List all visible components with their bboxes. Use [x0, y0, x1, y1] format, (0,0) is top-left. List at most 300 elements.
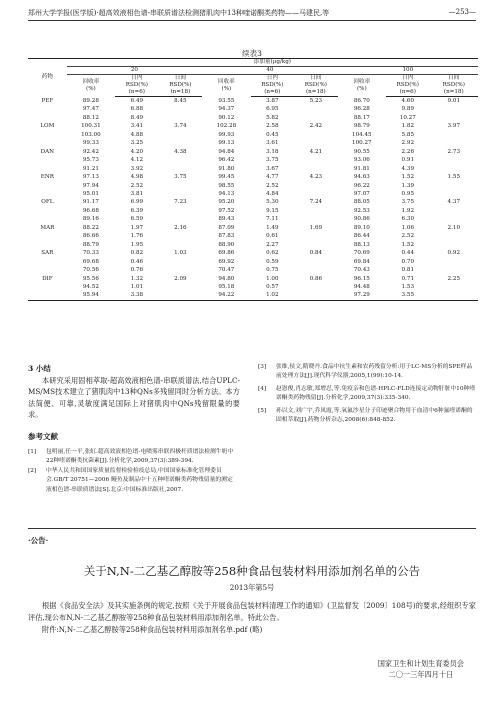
- drug-column-header: 药物: [28, 59, 67, 97]
- table-row: [28, 266, 478, 274]
- table-cell: 103.00: [81, 131, 101, 138]
- table-row: [28, 182, 478, 190]
- table-row: [28, 283, 478, 291]
- drug-name-cell: [28, 114, 67, 122]
- table-cell: 2.25: [447, 275, 461, 282]
- table-cell: 91.81: [353, 165, 370, 172]
- drug-name-cell: [28, 139, 67, 147]
- table-cell: 94.37: [218, 106, 235, 113]
- table-row: [28, 148, 478, 156]
- table-cell: 1.97: [130, 224, 144, 231]
- table-cell: 95.56: [82, 275, 99, 282]
- table-row: [28, 291, 478, 300]
- table-cell: 94.13: [218, 190, 235, 197]
- table-row: [28, 114, 478, 122]
- table-cell: 0.84: [309, 250, 323, 257]
- drug-name-cell: [28, 283, 67, 291]
- table-cell: 10.27: [399, 114, 416, 121]
- table-row: [28, 258, 478, 266]
- table-cell: 69.68: [82, 258, 99, 265]
- table-row: [28, 207, 478, 215]
- inter-day-rsd-header-line: 日间: [174, 75, 186, 81]
- drug-name-cell: [28, 190, 67, 198]
- notice-title: 关于N,N-二乙基乙醇胺等258种食品包装材料用添加剂名单的公告: [83, 564, 421, 578]
- inter-day-rsd-header-n: (n=18): [159, 89, 203, 97]
- table-cell: 100.31: [81, 123, 101, 130]
- recovery-column-header-line: (%): [221, 85, 232, 92]
- table-cell: [430, 207, 478, 215]
- drug-name-cell: [28, 266, 67, 274]
- table-cell: 9.01: [447, 98, 461, 104]
- drug-name-cell: [28, 232, 67, 240]
- level-header: 100: [338, 67, 478, 75]
- table-cell: 97.94: [82, 182, 99, 189]
- inter-day-rsd-header-line: RSD(%): [304, 82, 327, 88]
- table-row: [28, 215, 478, 223]
- table-cell: [294, 182, 338, 190]
- table-cell: 1.52: [401, 174, 415, 181]
- table-cell: [294, 283, 338, 291]
- table-cell: 5.23: [309, 98, 323, 104]
- notice-issue: 2013年第5号: [229, 583, 275, 592]
- running-header-title: 郑州大学学报(医学版)·超高效液相色谱-串联质谱法检测猪肌肉中13种喹诺酮类药物——马建民,等: [28, 9, 330, 17]
- table-cell: 91.17: [82, 199, 99, 206]
- table-cell: 96.68: [82, 207, 99, 214]
- reference-text: 张维,侯文,隋晓丹.食品中抗生素和农药残留分析:用于LC-MS分析的SPE样品前处理方法[J].现代科学仪器,2005,1(99):10-14.: [276, 364, 473, 380]
- table-cell: 1.32: [130, 275, 144, 282]
- table-cell: 88.22: [82, 224, 99, 231]
- table-cell: 0.62: [266, 250, 279, 257]
- reference-number: [3]: [258, 364, 267, 370]
- intra-day-rsd-header-line: 日内: [266, 75, 278, 81]
- table-cell: 92.42: [82, 148, 99, 155]
- table-cell: 3.87: [266, 98, 279, 104]
- table-cell: [294, 232, 338, 240]
- intra-day-rsd-header: [386, 75, 430, 90]
- table-cell: 89.28: [82, 97, 99, 104]
- drug-name-cell: OFL: [41, 199, 54, 206]
- table-cell: 1.52: [401, 241, 415, 248]
- table-cell: 97.47: [82, 106, 99, 113]
- table-cell: 6.49: [130, 98, 144, 104]
- table-cell: [159, 131, 203, 139]
- table-cell: 3.97: [447, 123, 461, 130]
- table-cell: 88.90: [218, 241, 235, 248]
- intra-day-rsd-header-n: (n=6): [386, 89, 430, 97]
- table-cell: 96.22: [353, 182, 370, 189]
- table-cell: 88.05: [353, 199, 370, 206]
- inter-day-rsd-header-line: 日间: [448, 75, 460, 81]
- table-row: [28, 232, 478, 240]
- drug-name-cell: MAR: [40, 224, 55, 231]
- table-row: [28, 241, 478, 249]
- table-cell: 70.43: [353, 267, 370, 274]
- reference-number: [2]: [28, 467, 37, 474]
- reference-text: 中华人民共和国国家质量监督检验检疫总局,中国国家标准化管理委员会.GB/T 20751—2006 鳗鱼及制品中十五种喹诺酮类药物残留量的测定 液相色谱-串联质谱法[S].北京:中国标准出版社,2007.: [46, 467, 233, 493]
- table-cell: 8.49: [130, 114, 144, 121]
- page-number: —253—: [448, 8, 476, 16]
- notice-paragraph: 根据《食品安全法》及其实施条例的规定,按照《关于开展食品包装材料清理工作的通知》(卫监督发〔2009〕108号)的要求,经组织专家评估,现公布N,N-二乙基乙醇胺等258种食品包装材料用添加剂名单。特此公告。: [28, 601, 476, 622]
- table-cell: 2.58: [266, 123, 279, 130]
- table-cell: 86.66: [82, 233, 99, 240]
- table-cell: 4.38: [174, 148, 187, 155]
- table-cell: 70.33: [82, 250, 99, 257]
- table-cell: 6.59: [130, 216, 144, 223]
- intra-day-rsd-header-line: RSD(%): [125, 82, 148, 88]
- table-cell: [430, 241, 478, 249]
- table-cell: [430, 291, 478, 300]
- table-cell: 0.76: [130, 267, 144, 274]
- notice-signer: 国家卫生和计划生育委员会: [377, 659, 464, 668]
- table-cell: 1.92: [401, 207, 415, 214]
- table-cell: 104.45: [352, 131, 372, 138]
- table-cell: 4.23: [309, 174, 323, 181]
- table-cell: [159, 232, 203, 240]
- reference-number: [4]: [258, 385, 267, 392]
- table-cell: 92.53: [353, 207, 370, 214]
- table-cell: 9.15: [266, 207, 279, 214]
- table-cell: 87.09: [218, 224, 235, 231]
- drug-name-cell: [28, 241, 67, 249]
- table-row: [28, 122, 478, 130]
- inter-day-rsd-header-n: (n=18): [294, 89, 338, 97]
- table-cell: [159, 291, 203, 300]
- table-cell: 3.75: [174, 174, 187, 181]
- table-cell: 3.75: [401, 199, 415, 206]
- table-cell: 94.84: [218, 148, 235, 155]
- table-row: [28, 105, 478, 113]
- recovery-column-header-line: 回收率: [353, 78, 371, 85]
- table-cell: 102.28: [216, 123, 237, 130]
- notice-date: 二〇一三年四月十日: [388, 670, 454, 679]
- section-paragraph: 本研究采用固相萃取-超高效液相色谱-串联质谱法,结合UPLC-MS/MS技术建立了猪肌肉中13种QNs多残留同时分析方法。本方法简便、可靠,灵敏度满足国际上对猪肌肉中QNs残留限量的要求。: [28, 375, 240, 419]
- table-cell: 0.44: [401, 250, 415, 257]
- table-cell: [430, 165, 478, 173]
- table-caption: 续表3: [242, 49, 262, 58]
- table-cell: [430, 232, 478, 240]
- table-cell: [430, 131, 478, 139]
- drug-name-cell: [28, 165, 67, 173]
- table-cell: [159, 241, 203, 249]
- recovery-column-header: [202, 75, 250, 97]
- table-cell: [430, 105, 478, 113]
- table-cell: 0.57: [266, 283, 279, 290]
- spike-level-header: 添加量(μg/kg): [67, 59, 478, 67]
- inter-day-rsd-header: [159, 75, 203, 90]
- table-row: [28, 190, 478, 198]
- table-cell: [430, 139, 478, 147]
- intra-day-rsd-header-line: RSD(%): [396, 82, 419, 88]
- table-cell: 0.95: [401, 190, 415, 197]
- recovery-column-header-line: (%): [86, 85, 96, 92]
- table-cell: 1.01: [130, 283, 144, 290]
- table-cell: 9.89: [401, 106, 415, 113]
- level-header: 20: [67, 67, 202, 75]
- table-cell: [294, 215, 338, 223]
- reference-number: [1]: [28, 449, 37, 455]
- drug-name-cell: SAR: [41, 250, 54, 257]
- table-cell: 2.52: [401, 233, 415, 240]
- table-row: [28, 156, 478, 164]
- table-cell: [159, 156, 203, 164]
- table-cell: [159, 283, 203, 291]
- table-cell: 95.18: [218, 283, 235, 290]
- table-cell: 1.76: [130, 233, 144, 240]
- data-table: [28, 58, 478, 301]
- table-cell: [294, 258, 338, 266]
- table-cell: [294, 139, 338, 147]
- table-cell: [430, 190, 478, 198]
- table-cell: 4.20: [130, 148, 144, 155]
- references-list-left: [28, 448, 240, 495]
- table-cell: 3.81: [130, 190, 144, 197]
- table-cell: 88.17: [353, 114, 370, 121]
- table-cell: 1.02: [251, 291, 295, 300]
- table-cell: 4.37: [447, 199, 461, 206]
- level-header: 40: [202, 67, 337, 75]
- table-cell: 100.27: [352, 140, 372, 147]
- table-cell: 91.21: [82, 165, 99, 172]
- intra-day-rsd-header: [115, 75, 159, 90]
- table-cell: 3.41: [130, 123, 144, 130]
- table-cell: 6.99: [130, 199, 144, 206]
- table-cell: [159, 165, 203, 173]
- table-cell: 0.86: [309, 275, 323, 282]
- table-cell: 89.10: [353, 224, 370, 231]
- inter-day-rsd-header-line: 日间: [310, 75, 322, 81]
- table-cell: 0.71: [401, 275, 415, 282]
- table-cell: 69.92: [218, 258, 235, 265]
- table-cell: 6.30: [401, 216, 415, 223]
- table-cell: 6.88: [130, 106, 144, 113]
- notice-body: [28, 600, 476, 636]
- table-cell: [159, 182, 203, 190]
- table-cell: 7.11: [266, 216, 279, 223]
- intra-day-rsd-header-line: RSD(%): [261, 82, 284, 88]
- table-cell: 4.88: [130, 131, 144, 138]
- table-cell: 2.52: [266, 182, 279, 189]
- table-cell: 86.70: [353, 97, 370, 104]
- drug-name-cell: [28, 215, 67, 223]
- table-cell: 2.26: [401, 148, 415, 155]
- recovery-column-header: [338, 75, 386, 97]
- inter-day-rsd-header-line: RSD(%): [169, 82, 192, 88]
- intra-day-rsd-header-n: (n=6): [251, 89, 295, 97]
- reference-text: 赵恩俊,肖志敏,郑增忍,等.免疫亲和色谱-HPLC-FLD连接定动物肝脏中10种喹诺酮类药物残留[J].分析化学,2009,37(3):335-340.: [276, 385, 476, 402]
- inter-day-rsd-header-n: (n=18): [430, 89, 478, 97]
- table-cell: 94.52: [82, 283, 99, 290]
- table-cell: 69.86: [218, 250, 235, 257]
- drug-name-cell: DIF: [42, 275, 53, 282]
- table-cell: 97.29: [338, 291, 386, 300]
- table-cell: [430, 266, 478, 274]
- table-cell: 95.01: [82, 190, 99, 197]
- table-cell: 3.75: [266, 157, 279, 164]
- table-cell: [159, 105, 203, 113]
- table-cell: 1.82: [401, 123, 415, 130]
- inter-day-rsd-header: [430, 75, 478, 90]
- table-cell: 99.93: [218, 131, 235, 138]
- table-cell: [294, 131, 338, 139]
- table-cell: 86.44: [353, 233, 370, 240]
- table-row: [28, 249, 478, 257]
- recovery-column-header-line: (%): [356, 85, 367, 92]
- table-cell: 4.98: [130, 174, 144, 181]
- table-cell: 7.23: [174, 199, 187, 206]
- drug-name-cell: [28, 291, 67, 300]
- table-cell: 0.92: [447, 250, 461, 257]
- running-header: [28, 8, 476, 18]
- table-cell: 4.84: [266, 190, 279, 197]
- table-cell: [294, 165, 338, 173]
- table-row: [28, 139, 478, 147]
- table-cell: [159, 215, 203, 223]
- table-cell: 89.43: [218, 216, 235, 223]
- reference-item: [258, 363, 478, 382]
- table-cell: 4.21: [309, 148, 323, 155]
- table-cell: 93.55: [218, 97, 235, 104]
- table-cell: 88.79: [82, 241, 99, 248]
- table-cell: 97.52: [218, 207, 235, 214]
- table-cell: 3.18: [266, 148, 279, 155]
- table-cell: 3.74: [174, 123, 187, 130]
- table-cell: 95.20: [218, 199, 235, 206]
- table-cell: 70.47: [218, 267, 235, 274]
- drug-name-cell: [28, 182, 67, 190]
- table-cell: 90.86: [353, 216, 370, 223]
- table-cell: [430, 182, 478, 190]
- table-row: [28, 198, 478, 206]
- table-cell: 0.45: [266, 131, 279, 138]
- table-cell: 1.03: [174, 250, 187, 257]
- table-cell: [430, 258, 478, 266]
- table-cell: 96.42: [218, 157, 235, 164]
- reference-item: [258, 407, 478, 426]
- table-cell: 98.55: [218, 182, 235, 189]
- table-cell: 1.00: [266, 275, 279, 282]
- table-row: [28, 275, 478, 283]
- announcement-label: ·公告·: [28, 536, 49, 545]
- table-cell: 0.81: [401, 267, 415, 274]
- table-cell: 5.85: [401, 131, 415, 138]
- drug-name-cell: [28, 131, 67, 139]
- table-cell: 2.27: [266, 241, 279, 248]
- table-cell: 0.82: [130, 250, 144, 257]
- table-cell: 90.12: [218, 114, 235, 121]
- table-cell: 5.30: [266, 199, 279, 206]
- reference-text: 孙以文,刘广宇,乔凤霞,等.氧氟沙星分子印迹聚合物用于血清中6种氟喹诺酮的固相萃取[J].药物分析杂志,2008(6):848-852.: [276, 407, 473, 424]
- inter-day-rsd-header-line: RSD(%): [442, 82, 465, 88]
- table-row: [28, 165, 478, 173]
- section-divider: [28, 528, 476, 529]
- table-cell: 95.94: [67, 291, 115, 300]
- intra-day-rsd-header-n: (n=6): [115, 89, 159, 97]
- table-cell: 5.82: [266, 114, 279, 121]
- table-cell: 94.63: [353, 174, 370, 181]
- drug-name-cell: ENR: [40, 174, 54, 181]
- table-row: [28, 173, 478, 181]
- table-cell: 0.59: [266, 258, 279, 265]
- intra-day-rsd-header-line: 日内: [402, 75, 414, 81]
- intra-day-rsd-header-line: 日内: [131, 75, 143, 81]
- table-cell: 0.61: [266, 233, 279, 240]
- table-cell: 0.70: [401, 258, 415, 265]
- table-cell: 3.61: [266, 140, 279, 147]
- table-cell: 7.24: [309, 199, 323, 206]
- reference-text: 包明丽,任一平,张虹.超高效液相色谱-电喷雾串联四极杆质谱法检测牛奶中22种喹诺酮类抗菌素[J].分析化学,2009,37(3):389-394.: [46, 449, 234, 465]
- table-cell: [159, 207, 203, 215]
- recovery-column-header-line: 回收率: [82, 78, 100, 85]
- drug-name-cell: [28, 156, 67, 164]
- table-cell: 0.46: [130, 258, 144, 265]
- table-cell: 1.06: [401, 224, 415, 231]
- table-cell: [294, 156, 338, 164]
- table-cell: 0.91: [401, 157, 415, 164]
- drug-name-cell: [28, 207, 67, 215]
- table-cell: 98.79: [353, 123, 370, 130]
- drug-name-cell: PEF: [41, 97, 54, 104]
- table-cell: [430, 114, 478, 122]
- table-cell: [159, 190, 203, 198]
- table-cell: 1.39: [401, 182, 415, 189]
- reference-number: [5]: [258, 407, 267, 414]
- table-cell: 2.42: [309, 123, 323, 130]
- recovery-column-header: [67, 75, 115, 97]
- table-cell: 90.55: [353, 148, 370, 155]
- table-cell: [159, 258, 203, 266]
- table-cell: 69.84: [353, 258, 370, 265]
- table-cell: 88.12: [82, 114, 99, 121]
- table-cell: [294, 114, 338, 122]
- table-cell: 88.13: [353, 241, 370, 248]
- table-cell: [159, 114, 203, 122]
- table-cell: [294, 266, 338, 274]
- table-cell: 94.22: [202, 291, 250, 300]
- reference-item: [28, 467, 240, 495]
- table-cell: 3.55: [386, 291, 430, 300]
- table-cell: 1.95: [130, 241, 144, 248]
- table-cell: 3.38: [115, 291, 159, 300]
- table-cell: 70.69: [353, 250, 370, 257]
- reference-item: [28, 448, 240, 467]
- section-heading: 3 小结: [28, 364, 51, 373]
- table-cell: 97.07: [353, 190, 370, 197]
- table-cell: 99.13: [218, 140, 235, 147]
- table-cell: 6.39: [130, 207, 144, 214]
- table-cell: 4.12: [130, 157, 144, 164]
- table-cell: 4.39: [401, 165, 415, 172]
- table-cell: 89.16: [82, 216, 99, 223]
- table-row: [28, 97, 478, 106]
- table-cell: 2.73: [447, 148, 461, 155]
- intra-day-rsd-header: [251, 75, 295, 90]
- table-cell: 3.92: [130, 165, 144, 172]
- summary-column: [28, 363, 240, 495]
- table-cell: 2.09: [174, 275, 187, 282]
- table-cell: 1.55: [447, 174, 461, 181]
- header-rule: [28, 20, 476, 21]
- table-cell: [294, 241, 338, 249]
- table-cell: 6.95: [266, 106, 279, 113]
- table-cell: 0.75: [266, 267, 279, 274]
- notice-signature: [378, 658, 464, 680]
- drug-name-cell: [28, 105, 67, 113]
- table-cell: 70.56: [82, 267, 99, 274]
- table-cell: 96.28: [353, 106, 370, 113]
- table-cell: 96.15: [353, 275, 370, 282]
- table-row: [28, 131, 478, 139]
- table-row: [28, 224, 478, 232]
